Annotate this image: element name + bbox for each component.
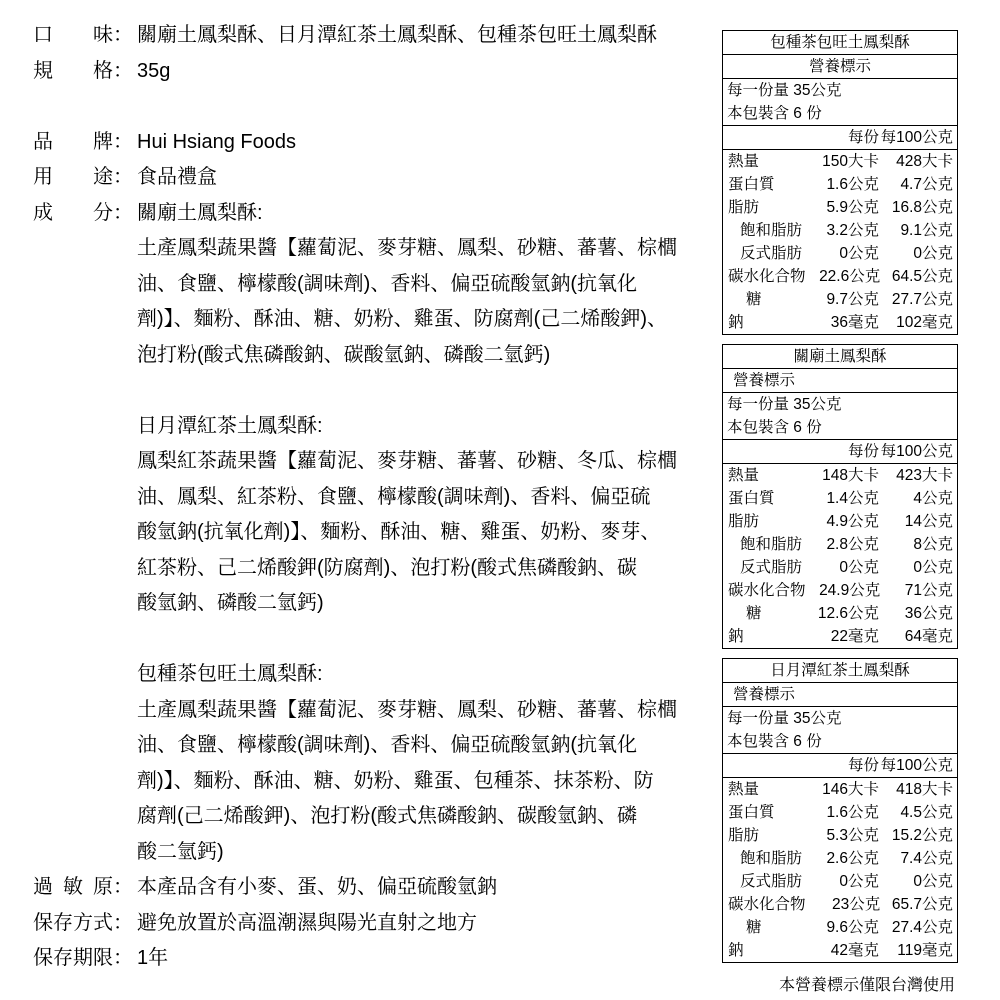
value-per-100g: 27.7公克 [891,291,953,308]
nutrient-name: 脂肪 [728,513,760,530]
field-value-brand: Hui Hsiang Foods [137,130,296,153]
field-label-allergen: 過敏原 [33,876,113,898]
nutrient-row [723,602,957,625]
nutrient-name: 碳水化合物 [728,268,806,285]
nutrient-row [723,510,957,533]
nutrient-row [723,625,957,648]
ingredient-line: 酸二氫鈣) [137,840,224,863]
table-title: 日月潭紅茶土鳳梨酥 [723,659,957,683]
nutrient-name: 鈉 [728,942,744,959]
ingredient-line: 油、食鹽、檸檬酸(調味劑)、香料、偏亞硫酸氫鈉(抗氧化 [137,734,637,756]
nutrient-name: 蛋白質 [728,490,775,507]
nutrition-tables [722,30,958,963]
value-per-100g: 102毫克 [896,314,953,331]
ingredient-line: 鳳梨紅茶蔬果醬【蘿蔔泥、麥芽糖、蕃薯、砂糖、冬瓜、棕櫚 [137,450,677,472]
ingredient-line: 土產鳳梨蔬果醬【蘿蔔泥、麥芽糖、鳳梨、砂糖、蕃薯、棕櫚 [137,698,677,721]
table-title: 包種茶包旺土鳳梨酥 [723,31,957,55]
nutrient-row [723,487,957,510]
field-row-usage [33,160,713,196]
value-per-100g: 8公克 [913,536,953,553]
value-per-serving: 150大卡 [822,153,879,170]
value-per-serving: 4.9公克 [826,513,879,530]
field-label-brand: 品牌 [33,130,113,153]
value-per-serving: 5.9公克 [826,199,879,216]
value-per-100g: 0公克 [913,245,953,262]
nutrient-name: 熱量 [728,467,760,484]
value-per-100g: 4公克 [913,490,953,507]
value-per-serving: 1.6公克 [826,804,879,821]
ingredient-line: 腐劑(己二烯酸鉀)、泡打粉(酸式焦磷酸鈉、碳酸氫鈉、磷 [137,805,637,827]
nutrient-name: 熱量 [728,153,760,170]
column-header-row [723,754,957,778]
column-header-per-100g: 每100公克 [880,129,953,146]
ingredient-line: 劑)】、麵粉、酥油、糖、奶粉、雞蛋、防腐劑(己二烯酸鉀)、 [137,308,667,330]
ingredient-subtitle: 包種茶包旺土鳳梨酥: [137,663,323,685]
value-per-serving: 2.6公克 [826,850,879,867]
nutrient-row [723,288,957,311]
nutrition-label: 營養標示 [723,683,957,707]
value-per-100g: 14公克 [904,513,953,530]
nutrient-row [723,265,957,288]
nutrition-table-baozhong [722,30,958,335]
nutrient-row [723,173,957,196]
ingredient-subtitle: 日月潭紅茶土鳳梨酥: [137,414,323,437]
value-per-100g: 16.8公克 [891,199,953,216]
value-per-serving: 12.6公克 [817,605,879,622]
spacer [33,622,713,658]
nutrient-name: 飽和脂肪 [740,536,803,553]
nutrient-row [723,219,957,242]
field-label-storage-method: 保存方式 [33,911,113,934]
value-per-serving: 9.6公克 [826,919,879,936]
nutrient-name: 反式脂肪 [740,245,803,262]
field-value-shelf-life: 1年 [137,947,169,969]
value-per-100g: 15.2公克 [891,827,953,844]
column-header-per-serving: 每份 [847,129,879,146]
nutrient-row [723,939,957,962]
value-per-serving: 148大卡 [822,467,879,484]
nutrient-row [723,579,957,602]
value-per-100g: 0公克 [913,873,953,890]
servings-per-package: 本包裝含 6 份 [723,416,957,440]
value-per-100g: 4.7公克 [900,176,953,193]
column-header-blank [723,440,803,463]
value-per-serving: 0公克 [839,245,879,262]
field-label-flavor: 口味 [33,24,113,46]
value-per-100g: 64毫克 [904,628,953,645]
value-per-100g: 27.4公克 [891,919,953,936]
value-per-serving: 36毫克 [830,314,879,331]
value-per-100g: 36公克 [904,605,953,622]
nutrient-row [723,150,957,173]
field-colon: ： [113,876,133,898]
servings-per-package: 本包裝含 6 份 [723,730,957,754]
value-per-serving: 146大卡 [822,781,879,798]
column-header-blank [723,754,803,777]
field-label-usage: 用途 [33,166,113,188]
field-value-storage-method: 避免放置於高溫潮濕與陽光直射之地方 [137,911,477,934]
nutrient-row [723,870,957,893]
serving-size: 每一份量 35公克 [727,82,842,99]
value-per-100g: 119毫克 [897,942,953,959]
value-per-serving: 1.4公克 [826,490,879,507]
field-value-allergen: 本產品含有小麥、蛋、奶、偏亞硫酸氫鈉 [137,876,497,898]
value-per-100g: 428大卡 [896,153,953,170]
nutrient-name: 糖 [746,605,762,622]
field-value-ingredients: 關廟土鳳梨酥: [137,201,263,224]
value-per-100g: 423大卡 [896,467,953,484]
value-per-serving: 3.2公克 [826,222,879,239]
spacer [33,89,713,125]
column-header-per-100g: 每100公克 [880,443,953,460]
field-row-storage-method [33,906,713,942]
nutrient-name: 蛋白質 [728,176,775,193]
column-header-per-serving: 每份 [847,757,879,774]
nutrient-name: 碳水化合物 [728,582,806,599]
ingredient-line: 泡打粉(酸式焦磷酸鈉、碳酸氫鈉、磷酸二氫鈣) [137,343,551,366]
nutrient-row [723,464,957,487]
nutrient-row [723,533,957,556]
value-per-serving: 22.6公克 [819,268,881,285]
nutrient-name: 飽和脂肪 [740,222,803,239]
nutrient-name: 碳水化合物 [728,896,806,913]
field-colon: ： [113,201,133,224]
value-per-100g: 65.7公克 [891,896,953,913]
ingredient-line: 酸氫鈉、磷酸二氫鈣) [137,592,324,614]
value-per-serving: 23公克 [831,896,881,913]
table-title: 關廟土鳳梨酥 [723,345,957,369]
value-per-serving: 1.6公克 [826,176,879,193]
serving-size: 每一份量 35公克 [727,396,842,413]
nutrient-name: 蛋白質 [728,804,775,821]
nutrient-name: 熱量 [728,781,760,798]
value-per-100g: 0公克 [913,559,953,576]
value-per-100g: 418大卡 [896,781,953,798]
nutrient-row [723,242,957,265]
nutrient-name: 脂肪 [728,199,760,216]
value-per-serving: 22毫克 [830,628,879,645]
ingredient-line: 土產鳳梨蔬果醬【蘿蔔泥、麥芽糖、鳳梨、砂糖、蕃薯、棕櫚 [137,237,677,259]
nutrient-row [723,311,957,334]
field-row-spec [33,54,713,90]
ingredient-line: 酸氫鈉(抗氧化劑)】、麵粉、酥油、糖、雞蛋、奶粉、麥芽、 [137,521,661,543]
taiwan-only-note: 本營養標示僅限台灣使用 [778,977,955,994]
field-row-ingredients [33,196,713,232]
nutrient-row [723,801,957,824]
field-colon: ： [113,911,133,934]
value-per-serving: 9.7公克 [826,291,879,308]
column-header-row [723,440,957,464]
nutrient-row [723,824,957,847]
field-colon: ： [113,24,133,46]
nutrient-row [723,847,957,870]
field-colon: ： [113,130,133,153]
nutrient-name: 飽和脂肪 [740,850,803,867]
nutrient-name: 脂肪 [728,827,760,844]
nutrient-row [723,778,957,801]
nutrient-name: 反式脂肪 [740,873,803,890]
ingredient-line: 油、鳳梨、紅茶粉、食鹽、檸檬酸(調味劑)、香料、偏亞硫 [137,485,651,508]
ingredient-line: 劑)】、麵粉、酥油、糖、奶粉、雞蛋、包種茶、抹茶粉、防 [137,769,654,792]
nutrient-name: 鈉 [728,314,744,331]
nutrition-label: 營養標示 [723,369,957,393]
value-per-100g: 4.5公克 [900,804,953,821]
column-header-row [723,126,957,150]
field-row-allergen [33,870,713,906]
nutrient-name: 糖 [746,919,762,936]
nutrient-row [723,556,957,579]
nutrient-row [723,893,957,916]
field-colon: ： [113,947,133,969]
field-label-shelf-life: 保存期限 [33,947,113,969]
value-per-100g: 64.5公克 [891,268,953,285]
value-per-serving: 5.3公克 [826,827,879,844]
field-row-flavor [33,18,713,54]
ingredient-line: 油、食鹽、檸檬酸(調味劑)、香料、偏亞硫酸氫鈉(抗氧化 [137,272,637,295]
value-per-serving: 24.9公克 [819,582,881,599]
nutrition-tables-panel [722,30,958,995]
serving-size: 每一份量 35公克 [727,710,842,727]
value-per-serving: 0公克 [839,559,879,576]
field-value-usage: 食品禮盒 [137,166,217,188]
field-colon: ： [113,59,133,82]
nutrient-name: 反式脂肪 [740,559,803,576]
value-per-100g: 71公克 [904,582,953,599]
field-colon: ： [113,166,133,188]
column-header-per-100g: 每100公克 [880,757,953,774]
column-header-per-serving: 每份 [847,443,879,460]
field-value-spec: 35g [137,59,171,82]
field-row-shelf-life [33,941,713,977]
field-label-spec: 規格 [33,59,113,82]
column-header-blank [723,126,803,149]
value-per-serving: 42毫克 [830,942,879,959]
product-info-panel [33,18,713,977]
field-label-ingredients: 成分 [33,201,113,224]
field-row-brand [33,125,713,161]
nutrition-label: 營養標示 [723,55,957,79]
value-per-serving: 0公克 [839,873,879,890]
nutrient-row [723,196,957,219]
value-per-100g: 9.1公克 [900,222,953,239]
nutrient-name: 糖 [746,291,762,308]
ingredient-line: 紅茶粉、己二烯酸鉀(防腐劑)、泡打粉(酸式焦磷酸鈉、碳 [137,556,637,579]
spacer [33,373,713,409]
servings-per-package: 本包裝含 6 份 [723,102,957,126]
nutrition-table-sun-moon-lake [722,658,958,963]
field-value-flavor: 關廟土鳳梨酥、日月潭紅茶土鳳梨酥、包種茶包旺土鳳梨酥 [137,24,657,46]
value-per-100g: 7.4公克 [900,850,953,867]
value-per-serving: 2.8公克 [826,536,879,553]
nutrition-table-guanmiao [722,344,958,649]
nutrient-row [723,916,957,939]
nutrient-name: 鈉 [728,628,744,645]
